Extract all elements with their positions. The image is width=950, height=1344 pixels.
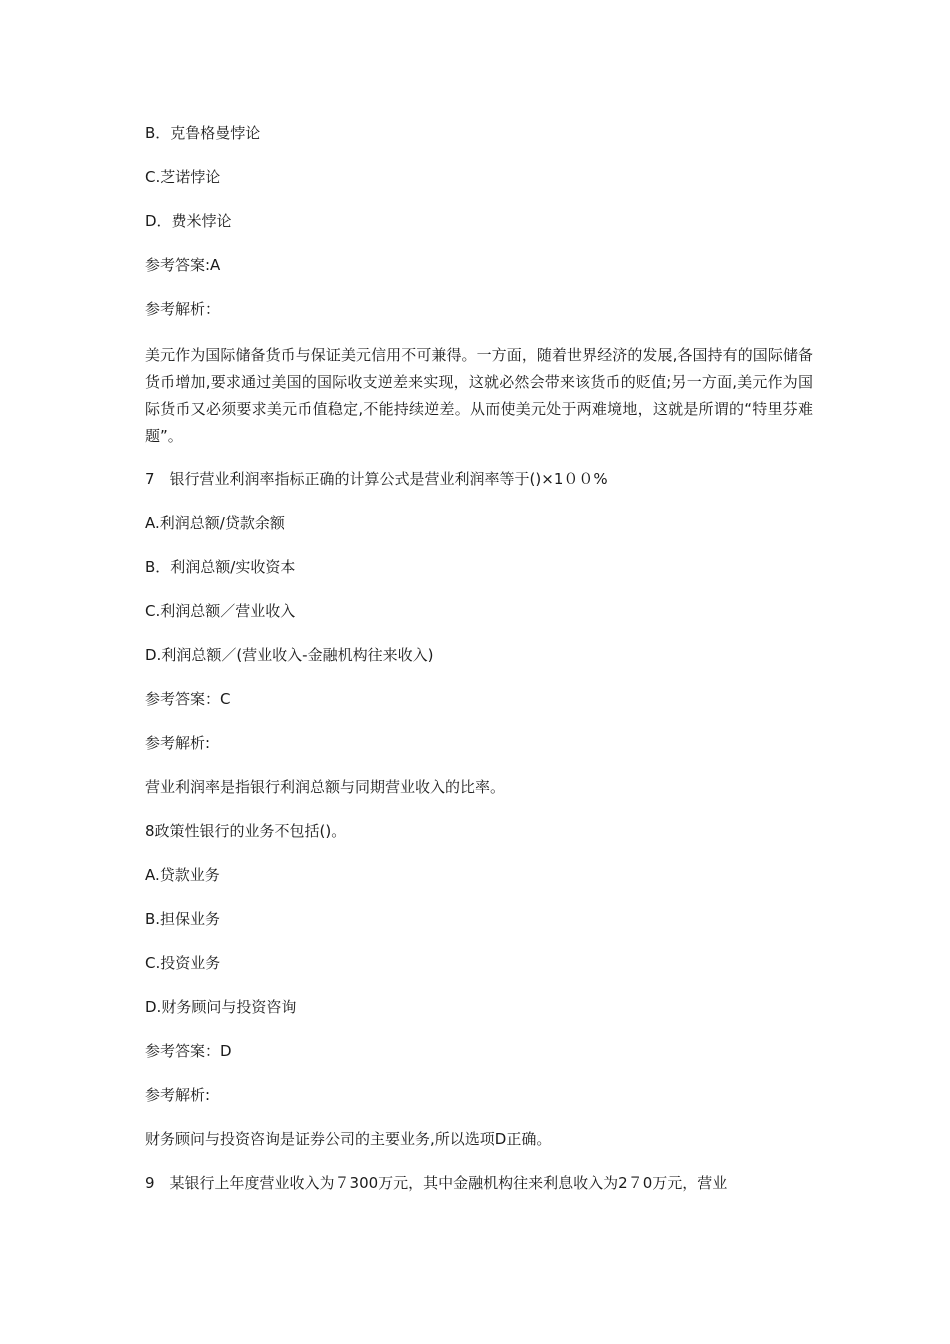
explanation-label: 参考解析： bbox=[145, 300, 221, 318]
option-d-text: D．费米悖论 bbox=[145, 212, 232, 230]
question-8: 8政策性银行的业务不包括()。 bbox=[145, 822, 347, 840]
question-7: 7 银行营业利润率指标正确的计算公式是营业利润率等于()×1００% bbox=[145, 470, 608, 488]
option-b-text: B．克鲁格曼悖论 bbox=[145, 124, 261, 142]
question-9: 9 某银行上年度营业收入为７300万元，其中金融机构往来利息收入为2７0万元，营业 bbox=[145, 1174, 728, 1192]
q8-option-c: C.投资业务 bbox=[145, 954, 221, 972]
q8-explanation: 财务顾问与投资咨询是证券公司的主要业务,所以选项D正确。 bbox=[145, 1130, 552, 1148]
q7-option-c: C.利润总额／营业收入 bbox=[145, 602, 296, 620]
q8-explanation-label: 参考解析: bbox=[145, 1086, 211, 1104]
explanation-paragraph: 美元作为国际储备货币与保证美元信用不可兼得。一方面，随着世界经济的发展,各国持有的国际储备货币增加,要求通过美国的国际收支逆差来实现，这就必然会带来该货币的贬值;另一方面,美元作为国际货币又必须要求美元币值稳定,不能持续逆差。从而使美元处于两难境地，这就是所谓的“特里芬难题”。 bbox=[145, 346, 813, 445]
answer-text: 参考答案:A bbox=[145, 256, 221, 274]
q7-explanation-label: 参考解析: bbox=[145, 734, 211, 752]
q8-option-b: B.担保业务 bbox=[145, 910, 221, 928]
q7-explanation: 营业利润率是指银行利润总额与同期营业收入的比率。 bbox=[145, 778, 506, 796]
q8-option-d: D.财务顾问与投资咨询 bbox=[145, 998, 297, 1016]
q7-option-a: A.利润总额/贷款余额 bbox=[145, 514, 285, 532]
option-c-text: C.芝诺悖论 bbox=[145, 168, 221, 186]
q7-option-d: D.利润总额／(营业收入-金融机构往来收入) bbox=[145, 646, 434, 664]
q7-option-b: B．利润总额/实收资本 bbox=[145, 558, 296, 576]
document-page bbox=[145, 122, 813, 1216]
q8-option-a: A.贷款业务 bbox=[145, 866, 220, 884]
q7-answer: 参考答案：C bbox=[145, 690, 231, 708]
q8-answer: 参考答案：D bbox=[145, 1042, 232, 1060]
